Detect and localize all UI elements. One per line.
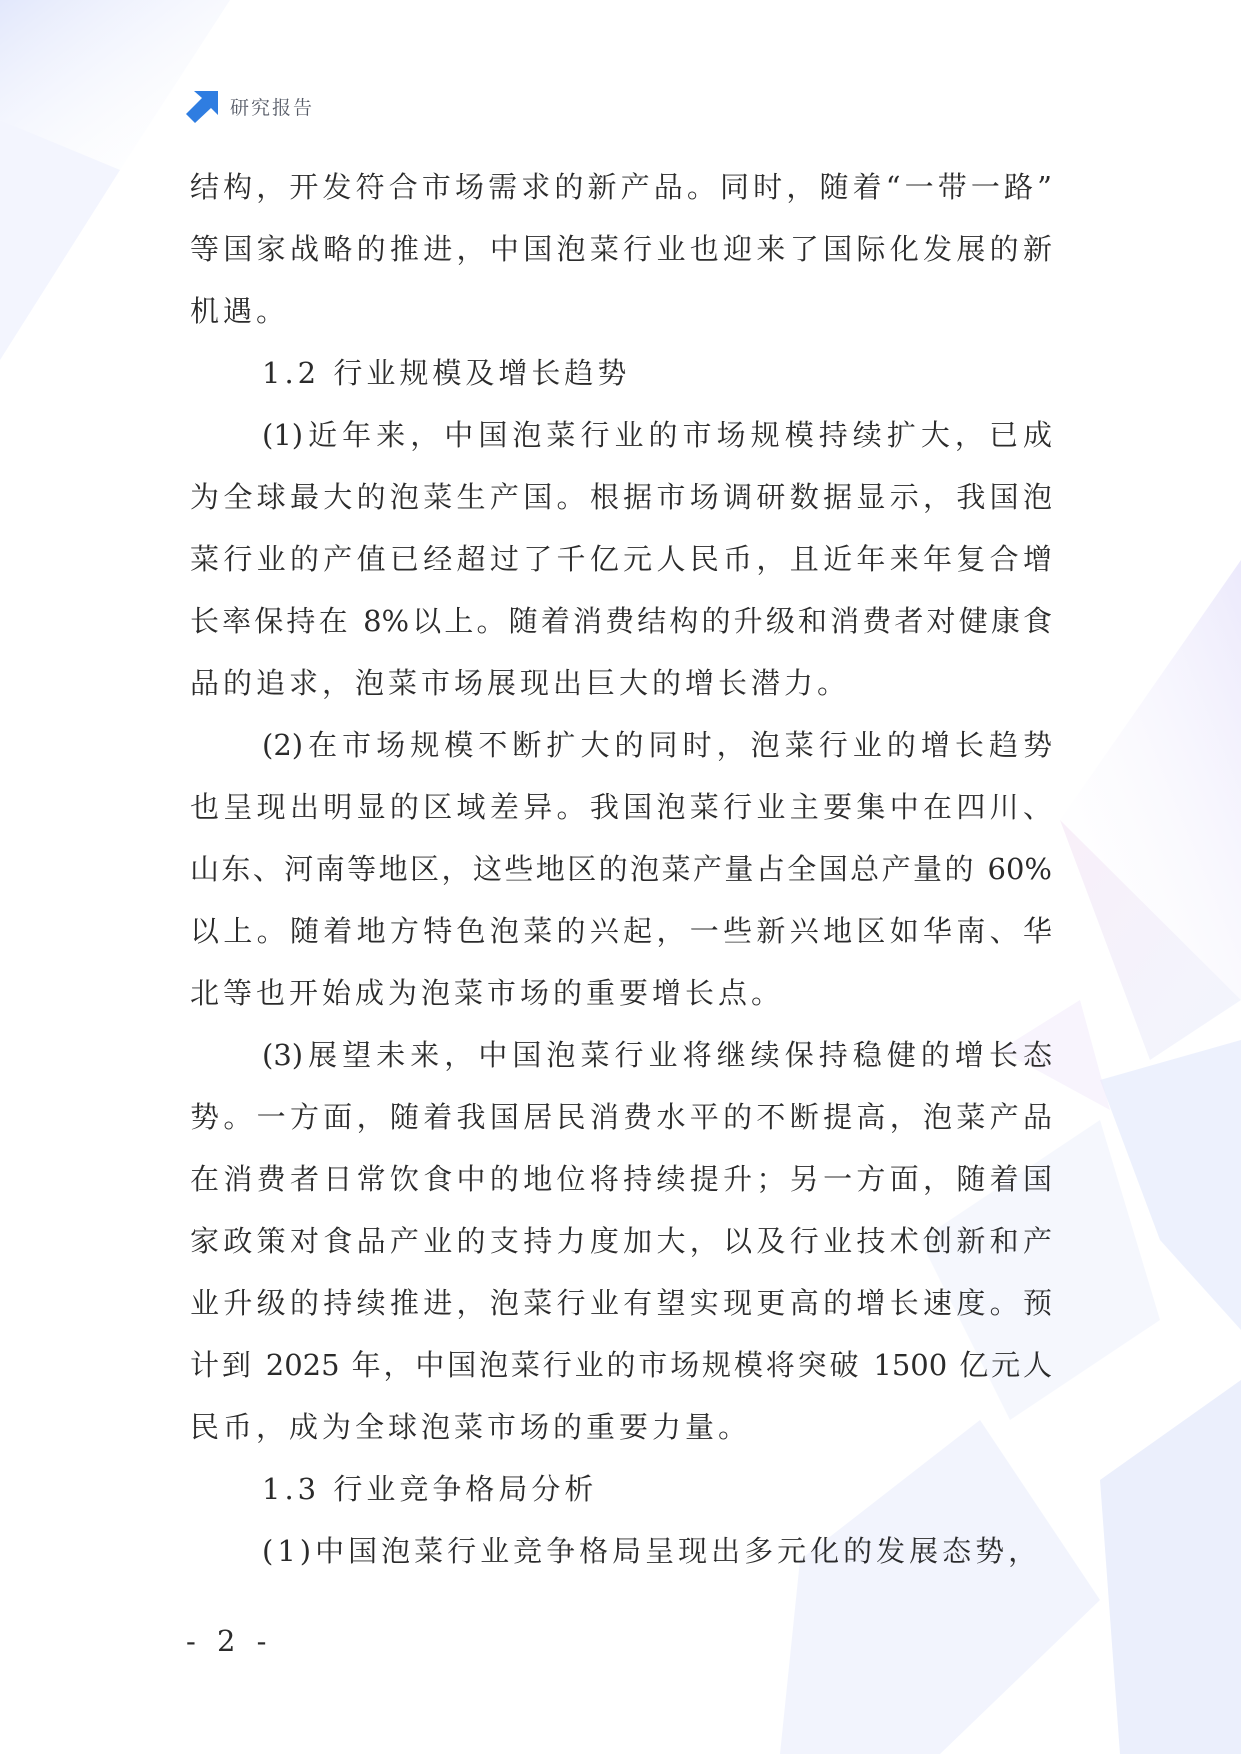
text-line: 机遇。 (190, 294, 290, 328)
section-heading: 1.2 行业规模及增长趋势 (262, 356, 631, 390)
text-line: 以上。随着地方特色泡菜的兴起，一些新兴地区如华南、华 (190, 914, 1052, 948)
text-line: 菜行业的产值已经超过了千亿元人民币，且近年来年复合增 (190, 542, 1052, 576)
report-header (186, 88, 314, 124)
text-line: 势。一方面，随着我国居民消费水平的不断提高，泡菜产品 (190, 1100, 1052, 1134)
text-line: 也呈现出明显的区域差异。我国泡菜行业主要集中在四川、 (190, 790, 1052, 824)
text-line: (1)近年来，中国泡菜行业的市场规模持续扩大，已成 (262, 418, 1052, 452)
document-body (190, 156, 1052, 1582)
text-line: (3)展望未来，中国泡菜行业将继续保持稳健的增长态 (262, 1038, 1052, 1072)
text-line: 结构，开发符合市场需求的新产品。同时，随着“一带一路” (190, 170, 1052, 204)
text-line: 在消费者日常饮食中的地位将持续提升；另一方面，随着国 (190, 1162, 1052, 1196)
text-line: 等国家战略的推进，中国泡菜行业也迎来了国际化发展的新 (190, 232, 1052, 266)
text-line: 民币，成为全球泡菜市场的重要力量。 (190, 1410, 752, 1444)
text-line: 山东、河南等地区，这些地区的泡菜产量占全国总产量的 60% (190, 852, 1052, 886)
page-number: - 2 - (186, 1624, 273, 1658)
text-line: (1)中国泡菜行业竞争格局呈现出多元化的发展态势， (262, 1534, 1042, 1568)
text-line: 北等也开始成为泡菜市场的重要增长点。 (190, 976, 785, 1010)
text-line: 品的追求，泡菜市场展现出巨大的增长潜力。 (190, 666, 851, 700)
text-line: 业升级的持续推进，泡菜行业有望实现更高的增长速度。预 (190, 1286, 1052, 1320)
text-line: 计到 2025 年，中国泡菜行业的市场规模将突破 1500 亿元人 (190, 1348, 1052, 1382)
header-title: 研究报告 (230, 96, 315, 119)
arrow-up-right-icon (186, 89, 220, 123)
text-line: 为全球最大的泡菜生产国。根据市场调研数据显示，我国泡 (190, 480, 1052, 514)
text-line: 长率保持在 8%以上。随着消费结构的升级和消费者对健康食 (190, 604, 1052, 638)
text-line: 家政策对食品产业的支持力度加大，以及行业技术创新和产 (190, 1224, 1052, 1258)
text-line: (2)在市场规模不断扩大的同时，泡菜行业的增长趋势 (262, 728, 1052, 762)
section-heading: 1.3 行业竞争格局分析 (262, 1472, 598, 1506)
